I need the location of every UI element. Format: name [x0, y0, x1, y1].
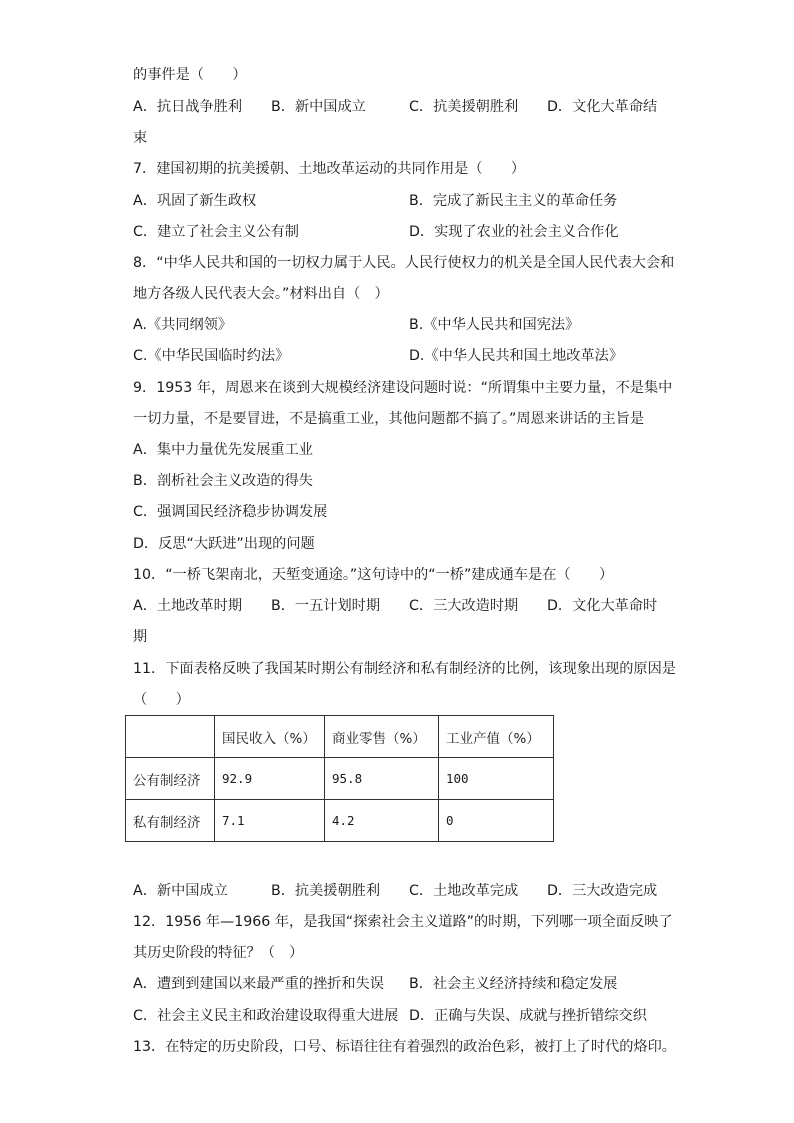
option-a: A．抗日战争胜利 — [133, 99, 243, 115]
question-8-option-b: B.《中华人民共和国宪法》 — [409, 317, 580, 333]
table-header-cell: 商业零售（%） — [325, 716, 439, 758]
option-b: B．新中国成立 — [271, 99, 366, 115]
table-row — [126, 758, 554, 800]
option-b: B．抗美援朝胜利 — [271, 883, 381, 899]
table-cell: 4.2 — [325, 800, 439, 842]
question-9-option-b: B．剖析社会主义改造的得失 — [133, 473, 313, 489]
option-b: B．一五计划时期 — [271, 598, 381, 614]
option-d: D．文化大革命时 — [547, 598, 658, 614]
option-d-continued: 期 — [133, 629, 148, 645]
question-6-stem-end: 的事件是（ ） — [133, 67, 247, 83]
question-13-stem: 13．在特定的历史阶段，口号、标语往往有着强烈的政治色彩，被打上了时代的烙印。 — [133, 1039, 676, 1055]
question-7-option-d: D．实现了农业的社会主义合作化 — [409, 224, 619, 240]
question-7-stem: 7．建国初期的抗美援朝、土地改革运动的共同作用是（ ） — [133, 161, 526, 177]
question-8-option-d: D.《中华人民共和国土地改革法》 — [409, 348, 624, 364]
table-header-cell: 工业产值（%） — [439, 716, 554, 758]
table-header-row — [126, 716, 554, 758]
option-d: D．三大改造完成 — [547, 883, 658, 899]
question-9-option-c: C．强调国民经济稳步协调发展 — [133, 504, 328, 520]
option-c: C．三大改造时期 — [409, 598, 519, 614]
table-header-cell: 国民收入（%） — [215, 716, 325, 758]
option-d-continued: 束 — [133, 130, 148, 146]
question-12-option-c: C．社会主义民主和政治建设取得重大进展 — [133, 1008, 399, 1024]
table-cell: 95.8 — [325, 758, 439, 800]
table-cell: 7.1 — [215, 800, 325, 842]
question-9-stem-line-2: 一切力量，不是要冒进，不是搞重工业，其他问题都不搞了。”周恩来讲话的主旨是 — [133, 411, 645, 427]
data-table — [125, 715, 554, 842]
question-12-stem-line-2: 其历史阶段的特征？（ ） — [133, 945, 304, 961]
table-row — [126, 800, 554, 842]
question-12-option-a: A．遭到到建国以来最严重的挫折和失误 — [133, 976, 384, 992]
question-8-option-a: A.《共同纲领》 — [133, 317, 233, 333]
question-7-option-a: A．巩固了新生政权 — [133, 193, 257, 209]
question-11-stem-line-2: （ ） — [133, 692, 190, 708]
question-8-stem-line-1: 8．“中华人民共和国的一切权力属于人民。人民行使权力的机关是全国人民代表大会和 — [133, 255, 675, 271]
question-8-stem-line-2: 地方各级人民代表大会。”材料出自（ ） — [133, 286, 389, 302]
table-cell: 私有制经济 — [126, 800, 215, 842]
table-header-cell — [126, 716, 215, 758]
option-a: A．新中国成立 — [133, 883, 228, 899]
question-12-stem-line-1: 12．1956 年—1966 年，是我国“探索社会主义道路”的时期，下列哪一项全面反映了 — [133, 914, 673, 930]
table-cell: 公有制经济 — [126, 758, 215, 800]
option-c: C．土地改革完成 — [409, 883, 519, 899]
option-a: A．土地改革时期 — [133, 598, 243, 614]
table-cell: 92.9 — [215, 758, 325, 800]
question-9-option-a: A．集中力量优先发展重工业 — [133, 442, 313, 458]
table-cell: 100 — [439, 758, 554, 800]
option-c: C．抗美援朝胜利 — [409, 99, 519, 115]
question-7-option-b: B．完成了新民主主义的革命任务 — [409, 193, 618, 209]
option-d: D．文化大革命结 — [547, 99, 658, 115]
question-12-option-b: B．社会主义经济持续和稳定发展 — [409, 976, 618, 992]
question-12-option-d: D．正确与失误、成就与挫折错综交织 — [409, 1008, 647, 1024]
question-8-option-c: C.《中华民国临时约法》 — [133, 348, 290, 364]
question-9-stem-line-1: 9．1953 年，周恩来在谈到大规模经济建设问题时说：“所谓集中主要力量，不是集中 — [133, 380, 673, 396]
question-10-stem: 10．“一桥飞架南北，天堑变通途。”这句诗中的“一桥”建成通车是在（ ） — [133, 567, 614, 583]
table-cell: 0 — [439, 800, 554, 842]
question-9-option-d: D．反思“大跃进”出现的问题 — [133, 536, 315, 552]
question-7-option-c: C．建立了社会主义公有制 — [133, 224, 299, 240]
question-11-stem-line-1: 11．下面表格反映了我国某时期公有制经济和私有制经济的比例，该现象出现的原因是 — [133, 661, 676, 677]
